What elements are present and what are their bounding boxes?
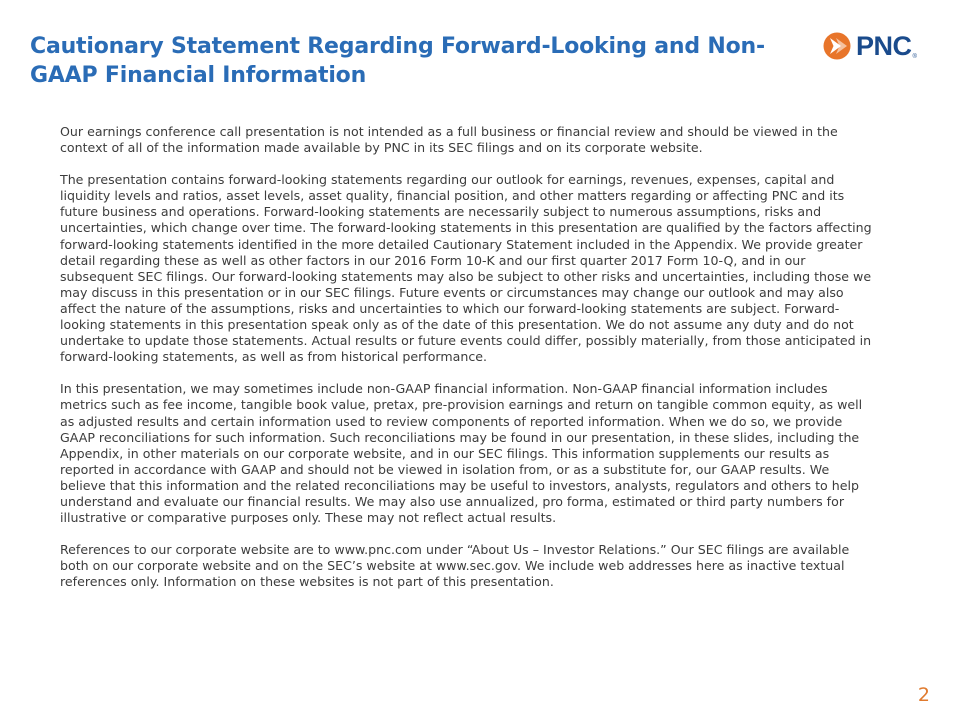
disclaimer-body <box>60 124 872 606</box>
pnc-logo-icon <box>822 31 852 61</box>
logo-wordmark: PNC <box>856 30 912 61</box>
page-title: Cautionary Statement Regarding Forward-Looking and Non-GAAP Financial Information <box>30 34 765 88</box>
paragraph-references: References to our corporate website are to www.pnc.com under “About Us – Investor Relations.” Our SEC filings are available both on our corporate website and on the SEC’s website at www.sec.gov. We include web addresses here as inactive textual references only. Information on these websites is not part of this presentation. <box>60 542 850 590</box>
logo-registered-mark: ® <box>912 54 917 60</box>
paragraph-non-gaap: In this presentation, we may sometimes include non-GAAP financial information. Non-GAAP financial information includes metrics such as fee income, tangible book value, pretax, pre-provision earnings and return on tangible common equity, as well as adjusted results and certain information used to review components of reported information. When we do so, we provide GAAP reconciliations for such information. Such reconciliations may be found in our presentation, in these slides, including the Appendix, in other materials on our corporate website, and in our SEC filings. This information supplements our results as reported in accordance with GAAP and should not be viewed in isolation from, or as a substitute for, our GAAP results. We believe that this information and the related reconciliations may be useful to investors, analysts, regulators and others to help understand and evaluate our financial results. We may also use annualized, pro forma, estimated or third party numbers for illustrative or comparative purposes only. These may not reflect actual results. <box>60 381 863 526</box>
paragraph-intro: Our earnings conference call presentation is not intended as a full business or financial review and should be viewed in the context of all of the information made available by PNC in its SEC filings and on its corporate website. <box>60 124 838 156</box>
pnc-logo <box>822 26 934 66</box>
paragraph-forward-looking: The presentation contains forward-looking statements regarding our outlook for earnings, revenues, expenses, capital and liquidity levels and ratios, asset levels, asset quality, financial position, and other matters regarding or affecting PNC and its future business and operations. Forward-looking statements are necessarily subject to numerous assumptions, risks and uncertainties, which change over time. The forward-looking statements in this presentation are qualified by the factors affecting forward-looking statements identified in the more detailed Cautionary Statement included in the Appendix. We provide greater detail regarding these as well as other factors in our 2016 Form 10-K and our first quarter 2017 Form 10-Q, and in our subsequent SEC filings. Our forward-looking statements may also be subject to other risks and uncertainties, including those we may discuss in this presentation or in our SEC filings. Future events or circumstances may change our outlook and may also affect the nature of the assumptions, risks and uncertainties to which our forward-looking statements are subject. Forward-looking statements in this presentation speak only as of the date of this presentation. We do not assume any duty and do not undertake to update those statements. Actual results or future events could differ, possibly materially, from those anticipated in forward-looking statements, as well as from historical performance. <box>60 172 872 365</box>
page-number: 2 <box>917 684 930 706</box>
